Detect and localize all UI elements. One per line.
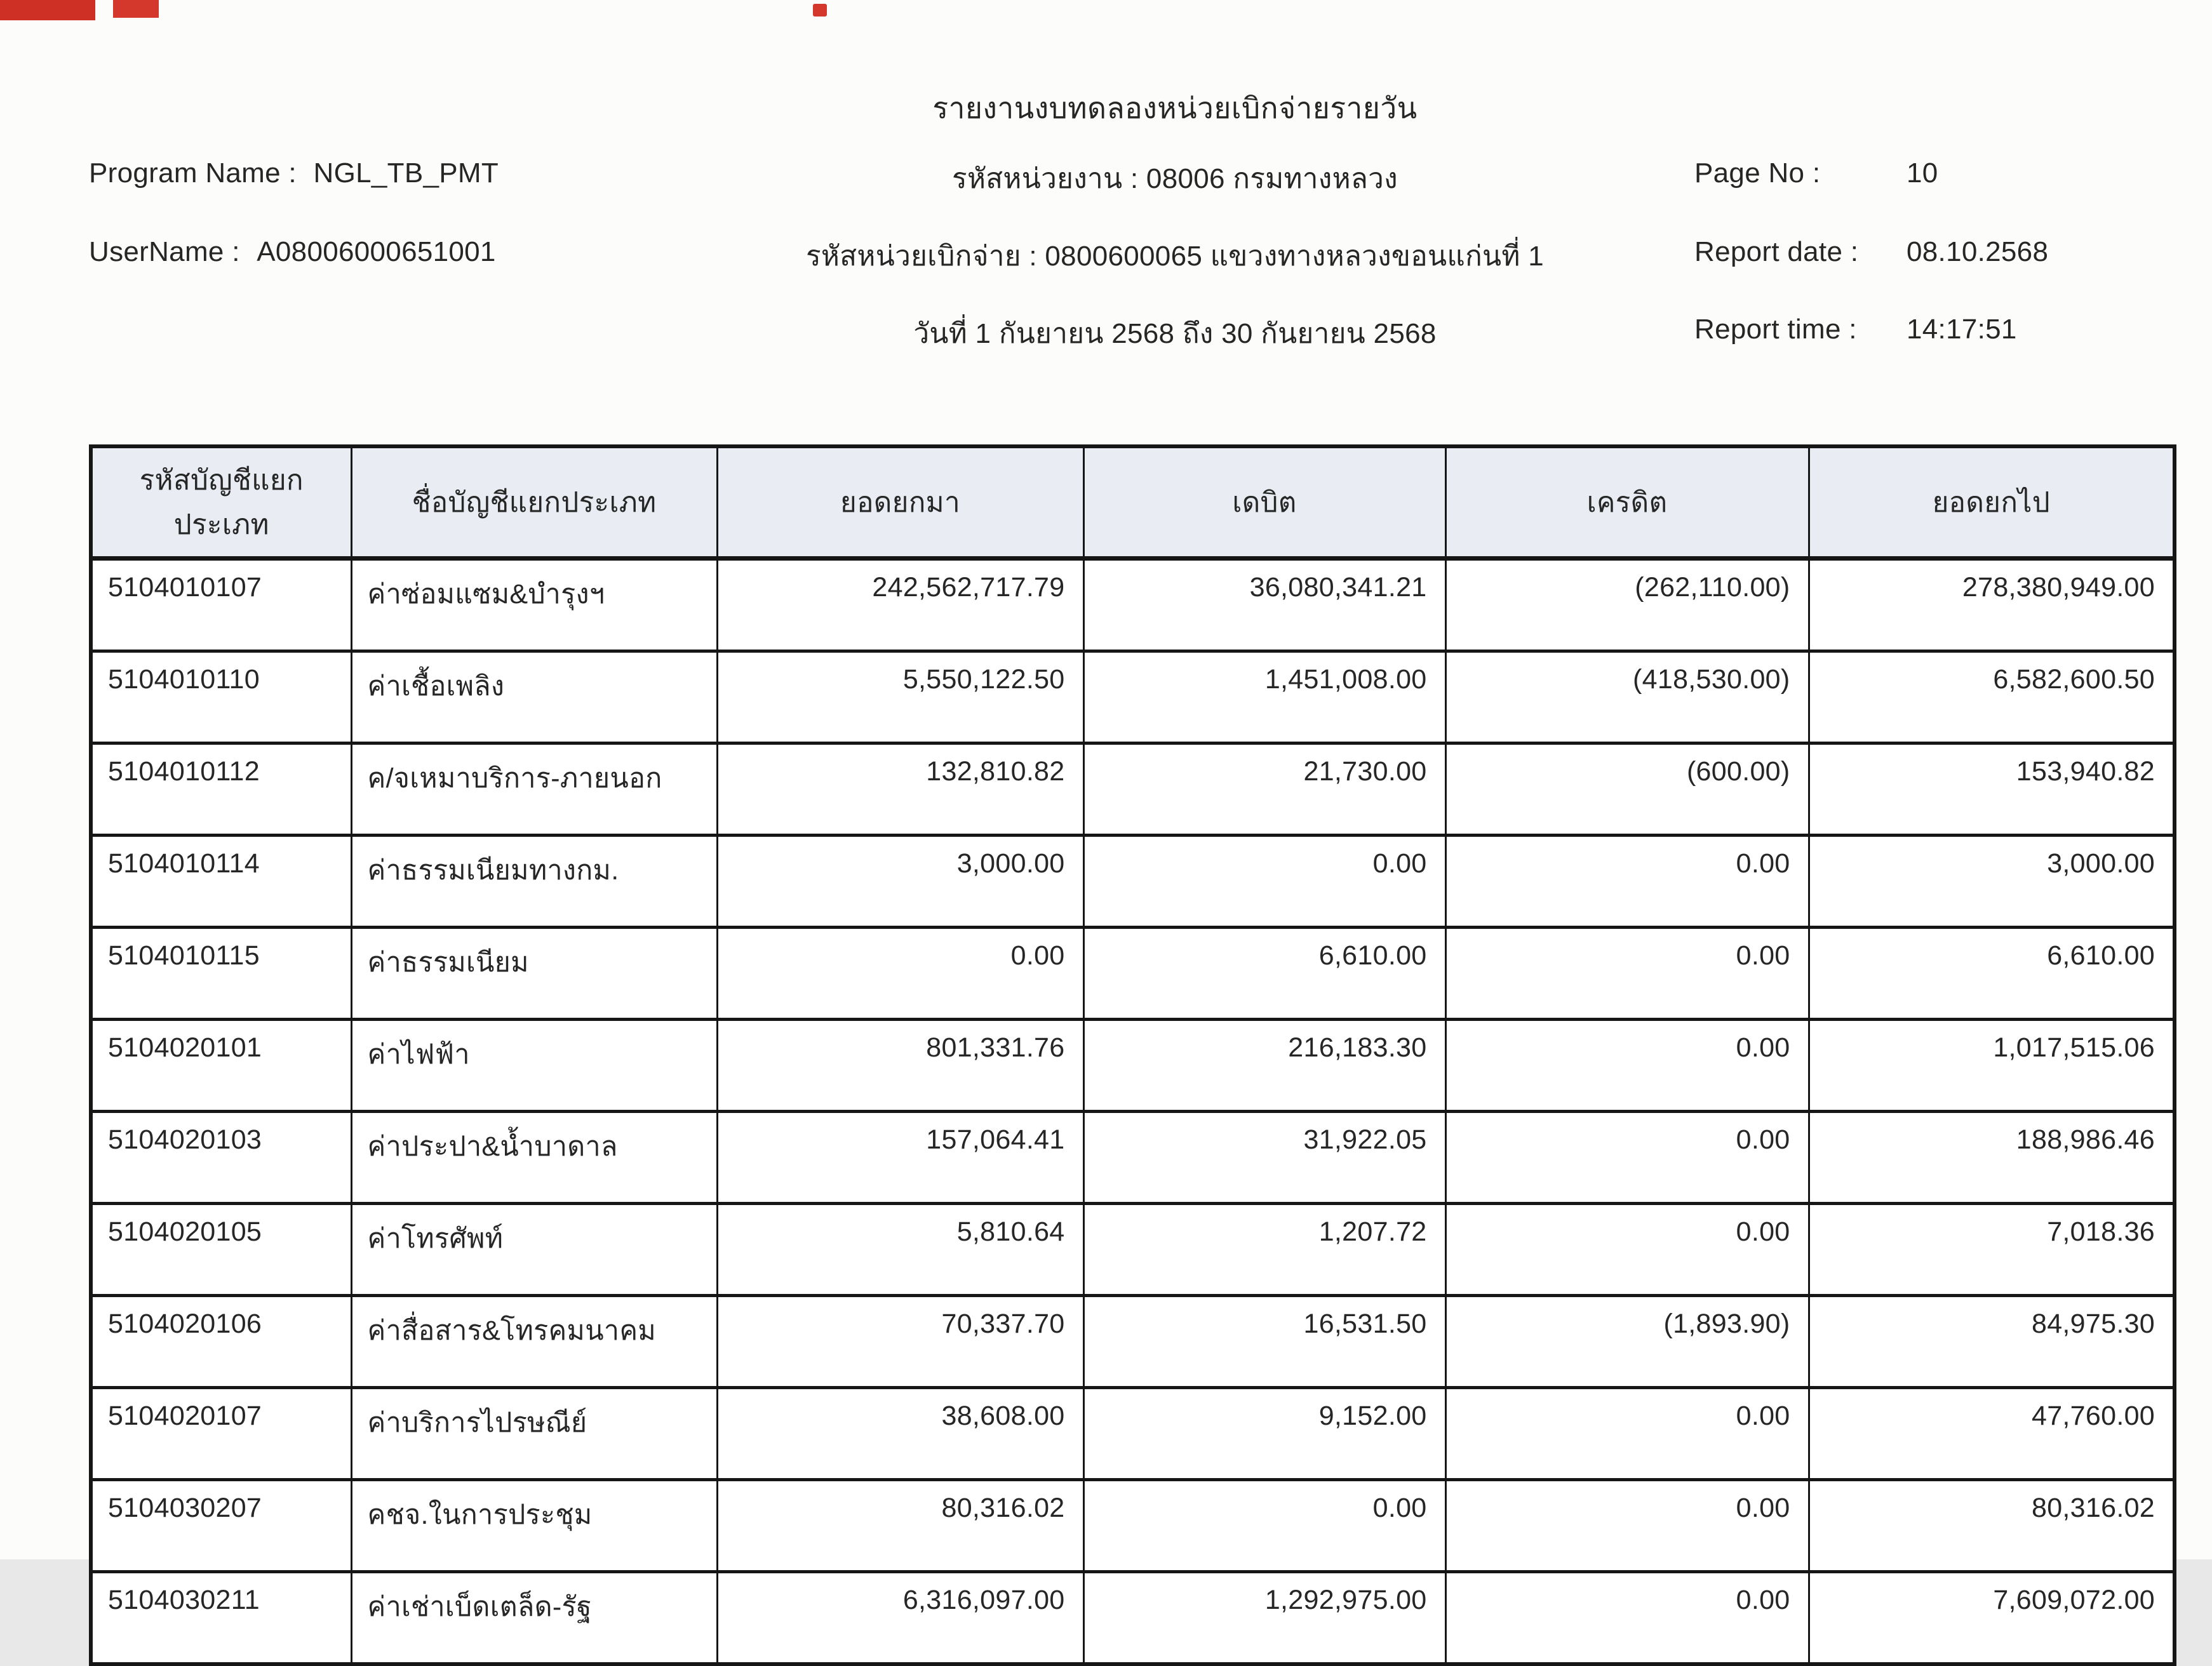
report-date-label: Report date :	[1694, 236, 1859, 267]
account-name: ค/จเหมาบริการ-ภายนอก	[351, 743, 717, 836]
scan-artifact-red-mark	[0, 0, 95, 20]
account-name: ค่าซ่อมแซม&บำรุงฯ	[351, 559, 717, 651]
debit: 1,292,975.00	[1083, 1572, 1445, 1665]
credit: (262,110.00)	[1445, 559, 1809, 651]
debit: 0.00	[1083, 836, 1445, 928]
column-header-debit: เดบิต	[1083, 446, 1445, 559]
account-name: ค่าธรรมเนียม	[351, 928, 717, 1020]
table-row	[91, 1112, 2175, 1204]
column-header-balance-brought-forward: ยอดยกมา	[717, 446, 1083, 559]
account-code: 5104020101	[91, 1020, 351, 1112]
report-time-value: 14:17:51	[1907, 314, 2017, 345]
balance-carried-forward: 278,380,949.00	[1809, 559, 2175, 651]
balance-brought-forward: 801,331.76	[717, 1020, 1083, 1112]
balance-brought-forward: 5,550,122.50	[717, 651, 1083, 743]
disbursement-unit-line: รหัสหน่วยเบิกจ่าย : 0800600065 แขวงทางหลวงขอนแก่นที่ 1	[806, 241, 1544, 272]
program-name-value: NGL_TB_PMT	[313, 157, 499, 189]
balance-carried-forward: 80,316.02	[1809, 1480, 2175, 1572]
table-body	[91, 559, 2175, 1665]
scan-artifact-red-dot	[813, 4, 827, 17]
table-row	[91, 928, 2175, 1020]
report-date-value: 08.10.2568	[1907, 236, 2049, 267]
account-name: คชจ.ในการประชุม	[351, 1480, 717, 1572]
report-time-label: Report time :	[1694, 314, 1857, 345]
balance-brought-forward: 38,608.00	[717, 1388, 1083, 1480]
balance-brought-forward: 70,337.70	[717, 1296, 1083, 1388]
credit: (1,893.90)	[1445, 1296, 1809, 1388]
scan-artifact-red-mark	[113, 0, 159, 18]
account-name: ค่าสื่อสาร&โทรคมนาคม	[351, 1296, 717, 1388]
report-title: รายงานงบทดลองหน่วยเบิกจ่ายรายวัน	[932, 91, 1418, 124]
debit: 36,080,341.21	[1083, 559, 1445, 651]
balance-carried-forward: 188,986.46	[1809, 1112, 2175, 1204]
balance-brought-forward: 80,316.02	[717, 1480, 1083, 1572]
table-row	[91, 1388, 2175, 1480]
credit: 0.00	[1445, 1480, 1809, 1572]
balance-carried-forward: 153,940.82	[1809, 743, 2175, 836]
table-header-row	[91, 446, 2175, 559]
account-code: 5104010114	[91, 836, 351, 928]
program-name-label: Program Name :	[89, 157, 297, 189]
balance-carried-forward: 84,975.30	[1809, 1296, 2175, 1388]
balance-carried-forward: 7,018.36	[1809, 1204, 2175, 1296]
table-row	[91, 559, 2175, 651]
debit: 0.00	[1083, 1480, 1445, 1572]
credit: 0.00	[1445, 1388, 1809, 1480]
account-code: 5104010107	[91, 559, 351, 651]
table-row	[91, 836, 2175, 928]
account-name: ค่าโทรศัพท์	[351, 1204, 717, 1296]
balance-brought-forward: 3,000.00	[717, 836, 1083, 928]
account-name: ค่าเช่าเบ็ดเตล็ด-รัฐ	[351, 1572, 717, 1665]
credit: 0.00	[1445, 1572, 1809, 1665]
account-name: ค่าประปา&น้ำบาดาล	[351, 1112, 717, 1204]
credit: 0.00	[1445, 928, 1809, 1020]
account-code: 5104020103	[91, 1112, 351, 1204]
account-code: 5104010112	[91, 743, 351, 836]
agency-code-line: รหัสหน่วยงาน : 08006 กรมทางหลวง	[952, 163, 1398, 194]
username-line	[89, 236, 496, 268]
date-range-line: วันที่ 1 กันยายน 2568 ถึง 30 กันยายน 2568	[913, 318, 1437, 349]
balance-carried-forward: 6,582,600.50	[1809, 651, 2175, 743]
balance-brought-forward: 5,810.64	[717, 1204, 1083, 1296]
program-name-line	[89, 157, 499, 189]
debit: 9,152.00	[1083, 1388, 1445, 1480]
table-row	[91, 1204, 2175, 1296]
balance-brought-forward: 132,810.82	[717, 743, 1083, 836]
account-code: 5104010110	[91, 651, 351, 743]
debit: 1,451,008.00	[1083, 651, 1445, 743]
column-header-balance-carried-forward: ยอดยกไป	[1809, 446, 2175, 559]
page-no-value: 10	[1907, 157, 1938, 189]
balance-brought-forward: 0.00	[717, 928, 1083, 1020]
username-label: UserName :	[89, 236, 240, 267]
account-name: ค่าเชื้อเพลิง	[351, 651, 717, 743]
table-row	[91, 651, 2175, 743]
balance-carried-forward: 7,609,072.00	[1809, 1572, 2175, 1665]
table-row	[91, 1572, 2175, 1665]
debit: 16,531.50	[1083, 1296, 1445, 1388]
column-header-credit: เครดิต	[1445, 446, 1809, 559]
table-row	[91, 1480, 2175, 1572]
credit: (600.00)	[1445, 743, 1809, 836]
credit: (418,530.00)	[1445, 651, 1809, 743]
balance-brought-forward: 242,562,717.79	[717, 559, 1083, 651]
credit: 0.00	[1445, 1112, 1809, 1204]
balance-carried-forward: 47,760.00	[1809, 1388, 2175, 1480]
debit: 31,922.05	[1083, 1112, 1445, 1204]
account-code: 5104030207	[91, 1480, 351, 1572]
column-header-account-name: ชื่อบัญชีแยกประเภท	[351, 446, 717, 559]
credit: 0.00	[1445, 1204, 1809, 1296]
credit: 0.00	[1445, 836, 1809, 928]
debit: 216,183.30	[1083, 1020, 1445, 1112]
balance-carried-forward: 3,000.00	[1809, 836, 2175, 928]
debit: 6,610.00	[1083, 928, 1445, 1020]
debit: 21,730.00	[1083, 743, 1445, 836]
trial-balance-table	[89, 444, 2176, 1666]
debit: 1,207.72	[1083, 1204, 1445, 1296]
account-name: ค่าบริการไปรษณีย์	[351, 1388, 717, 1480]
page-no-label: Page No :	[1694, 157, 1821, 189]
account-code: 5104010115	[91, 928, 351, 1020]
table-row	[91, 1296, 2175, 1388]
balance-carried-forward: 1,017,515.06	[1809, 1020, 2175, 1112]
account-code: 5104020105	[91, 1204, 351, 1296]
account-code: 5104020107	[91, 1388, 351, 1480]
balance-carried-forward: 6,610.00	[1809, 928, 2175, 1020]
account-code: 5104030211	[91, 1572, 351, 1665]
table-row	[91, 1020, 2175, 1112]
credit: 0.00	[1445, 1020, 1809, 1112]
column-header-account-code: รหัสบัญชีแยกประเภท	[91, 446, 351, 559]
account-name: ค่าธรรมเนียมทางกม.	[351, 836, 717, 928]
balance-brought-forward: 6,316,097.00	[717, 1572, 1083, 1665]
balance-brought-forward: 157,064.41	[717, 1112, 1083, 1204]
username-value: A08006000651001	[257, 236, 496, 267]
table-row	[91, 743, 2175, 836]
account-code: 5104020106	[91, 1296, 351, 1388]
account-name: ค่าไฟฟ้า	[351, 1020, 717, 1112]
